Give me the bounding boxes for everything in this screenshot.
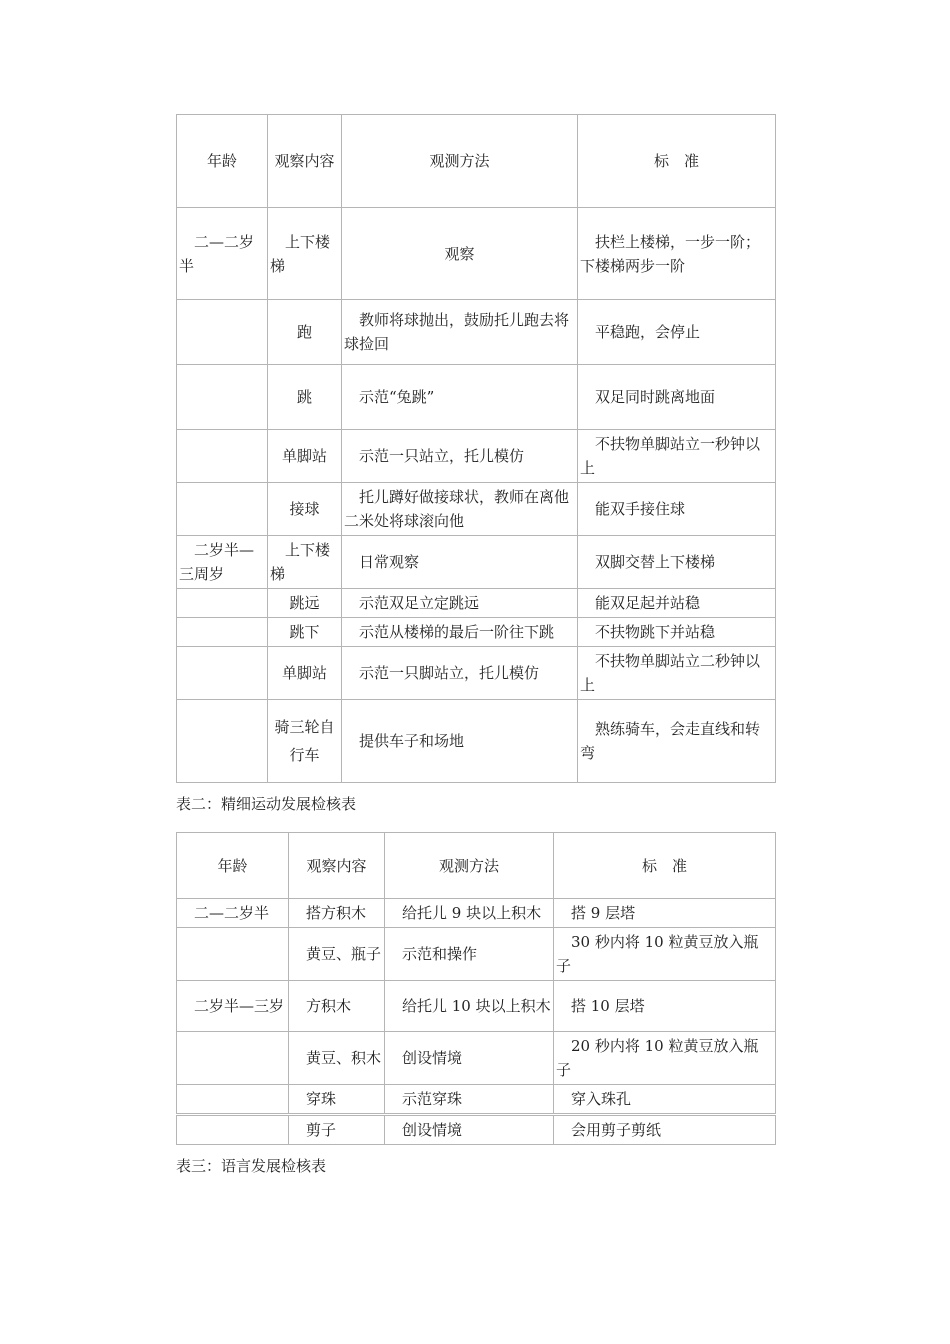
age-cell [177,647,268,700]
standard-cell: 不扶物跳下并站稳 [578,618,776,647]
content-cell: 黄豆、积木 [289,1032,385,1085]
table-row [177,536,776,589]
table-row [177,618,776,647]
standard-cell: 平稳跑，会停止 [578,300,776,365]
table-row [177,1085,776,1115]
table-header-row [177,115,776,208]
method-cell: 给托儿 9 块以上积木 [385,899,554,928]
content-cell: 穿珠 [289,1085,385,1115]
standard-cell: 搭 10 层塔 [554,981,776,1032]
method-cell: 示范从楼梯的最后一阶往下跳 [342,618,578,647]
age-cell [177,430,268,483]
standard-cell: 双足同时跳离地面 [578,365,776,430]
table-row [177,1032,776,1085]
method-cell: 创设情境 [385,1032,554,1085]
method-cell: 示范一只脚站立，托儿模仿 [342,647,578,700]
header-method: 观测方法 [342,115,578,208]
table-row [177,700,776,783]
table-row [177,899,776,928]
standard-cell: 能双手接住球 [578,483,776,536]
gross-motor-table [176,114,776,783]
fine-motor-table [176,832,776,1145]
standard-cell: 穿入珠孔 [554,1085,776,1115]
method-cell: 示范和操作 [385,928,554,981]
content-cell: 剪子 [289,1115,385,1145]
method-cell: 示范双足立定跳远 [342,589,578,618]
content-cell: 骑三轮自行车 [268,700,342,783]
content-cell: 上下楼梯 [268,536,342,589]
age-cell [177,928,289,981]
content-cell: 接球 [268,483,342,536]
table-row [177,430,776,483]
language-table-caption: 表三：语言发展检核表 [176,1157,327,1175]
standard-cell: 扶栏上楼梯，一步一阶；下楼梯两步一阶 [578,208,776,300]
header-standard: 标 准 [578,115,776,208]
header-age: 年龄 [177,833,289,899]
age-cell: 二—二岁半 [177,899,289,928]
age-cell [177,483,268,536]
age-cell: 二岁半—三岁 [177,981,289,1032]
age-cell [177,365,268,430]
method-cell: 提供车子和场地 [342,700,578,783]
content-cell: 单脚站 [268,647,342,700]
content-cell: 方积木 [289,981,385,1032]
table-row [177,208,776,300]
content-cell: 跑 [268,300,342,365]
standard-cell: 搭 9 层塔 [554,899,776,928]
age-cell [177,300,268,365]
age-cell [177,700,268,783]
method-cell: 托儿蹲好做接球状，教师在离他二米处将球滚向他 [342,483,578,536]
standard-cell: 30 秒内将 10 粒黄豆放入瓶子 [554,928,776,981]
header-content: 观察内容 [268,115,342,208]
method-cell: 示范穿珠 [385,1085,554,1115]
content-cell: 黄豆、瓶子 [289,928,385,981]
standard-cell: 会用剪子剪纸 [554,1115,776,1145]
header-age: 年龄 [177,115,268,208]
content-cell: 跳下 [268,618,342,647]
method-cell: 观察 [342,208,578,300]
table-row [177,1115,776,1145]
content-cell: 搭方积木 [289,899,385,928]
table-row [177,981,776,1032]
method-cell: 示范“兔跳” [342,365,578,430]
table-row [177,589,776,618]
header-method: 观测方法 [385,833,554,899]
header-content: 观察内容 [289,833,385,899]
age-cell [177,589,268,618]
age-cell [177,1115,289,1145]
method-cell: 创设情境 [385,1115,554,1145]
content-cell: 单脚站 [268,430,342,483]
table-row [177,928,776,981]
age-cell [177,1085,289,1115]
age-cell [177,618,268,647]
standard-cell: 能双足起并站稳 [578,589,776,618]
method-cell: 示范一只站立，托儿模仿 [342,430,578,483]
standard-cell: 不扶物单脚站立一秒钟以上 [578,430,776,483]
table-row [177,300,776,365]
table-header-row [177,833,776,899]
content-cell: 上下楼梯 [268,208,342,300]
method-cell: 教师将球抛出，鼓励托儿跑去将球捡回 [342,300,578,365]
method-cell: 日常观察 [342,536,578,589]
table-row [177,365,776,430]
content-cell: 跳远 [268,589,342,618]
content-cell: 跳 [268,365,342,430]
age-cell: 二岁半—三周岁 [177,536,268,589]
fine-motor-table-caption: 表二：精细运动发展检核表 [176,795,357,813]
header-standard: 标 准 [554,833,776,899]
standard-cell: 双脚交替上下楼梯 [578,536,776,589]
standard-cell: 20 秒内将 10 粒黄豆放入瓶子 [554,1032,776,1085]
standard-cell: 不扶物单脚站立二秒钟以上 [578,647,776,700]
age-cell: 二—二岁半 [177,208,268,300]
age-cell [177,1032,289,1085]
table-row [177,647,776,700]
method-cell: 给托儿 10 块以上积木 [385,981,554,1032]
standard-cell: 熟练骑车，会走直线和转弯 [578,700,776,783]
table-row [177,483,776,536]
